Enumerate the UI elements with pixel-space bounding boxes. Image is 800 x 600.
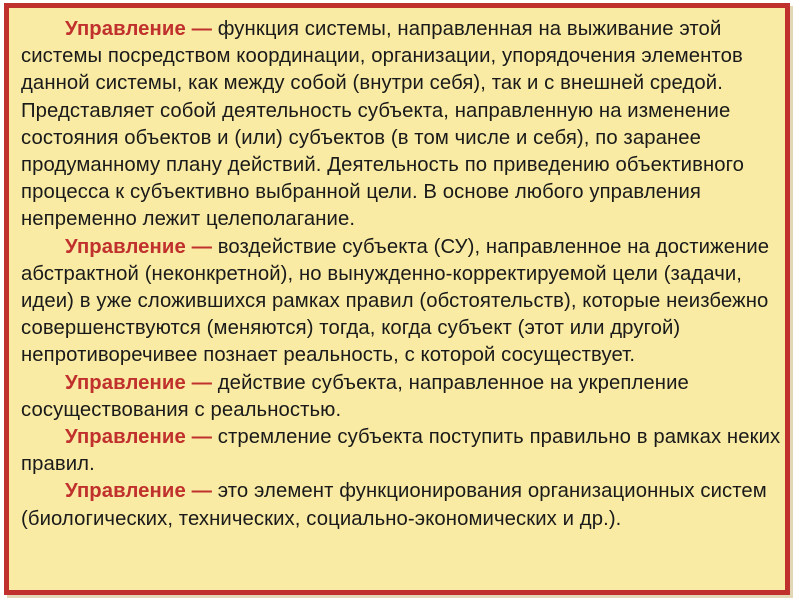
definition-paragraph-3 [21,370,781,424]
slide-frame [4,3,790,595]
definition-paragraph-4 [21,424,781,478]
definitions-text [21,16,781,533]
definition-text: действие субъекта, направленное на укрепление сосуществования с реальностью. [21,371,689,421]
definition-dash: — [191,426,212,449]
definition-text: функция системы, направленная на выживание этой системы посредством координации, организации, упорядочения элементов данной системы, как между собой (внутри себя), так и с внешней средой. Представляет собой деятельность субъекта, направленную на изменение состояния объектов и (или) субъектов (в том числе и себя), по заранее продуманному плану действий. Деятельность по приведению объективного процесса к субъективно выбранной цели. В основе любого управления непременно лежит целеполагание. [21,18,745,231]
definition-term: Управление [65,480,186,503]
definition-dash: — [191,480,212,503]
definition-paragraph-1 [21,16,781,234]
definition-term: Управление [65,18,186,40]
definition-dash: — [191,371,212,394]
definition-paragraph-2 [21,234,781,370]
definition-paragraph-5 [21,478,781,532]
definition-term: Управление [65,371,186,394]
definition-text: воздействие субъекта (СУ), направленное на достижение абстрактной (неконкретной), но вынужденно-корректируемой цели (задачи, идеи) в уже сложившихся рамках правил (обстоятельств), которые неизбежно совершенствуются (меняются) тогда, когда субъект (этот или другой) непротиворечивее познает реальность, с которой сосуществует. [21,235,770,367]
definition-term: Управление [65,235,186,258]
definition-dash: — [191,18,212,40]
definition-dash: — [191,235,212,258]
definition-text: стремление субъекта поступить правильно в рамках неких правил. [21,426,781,476]
definition-term: Управление [65,426,186,449]
definition-text: это элемент функционирования организационных систем (биологических, технических, социально-экономических и др.). [21,480,767,530]
